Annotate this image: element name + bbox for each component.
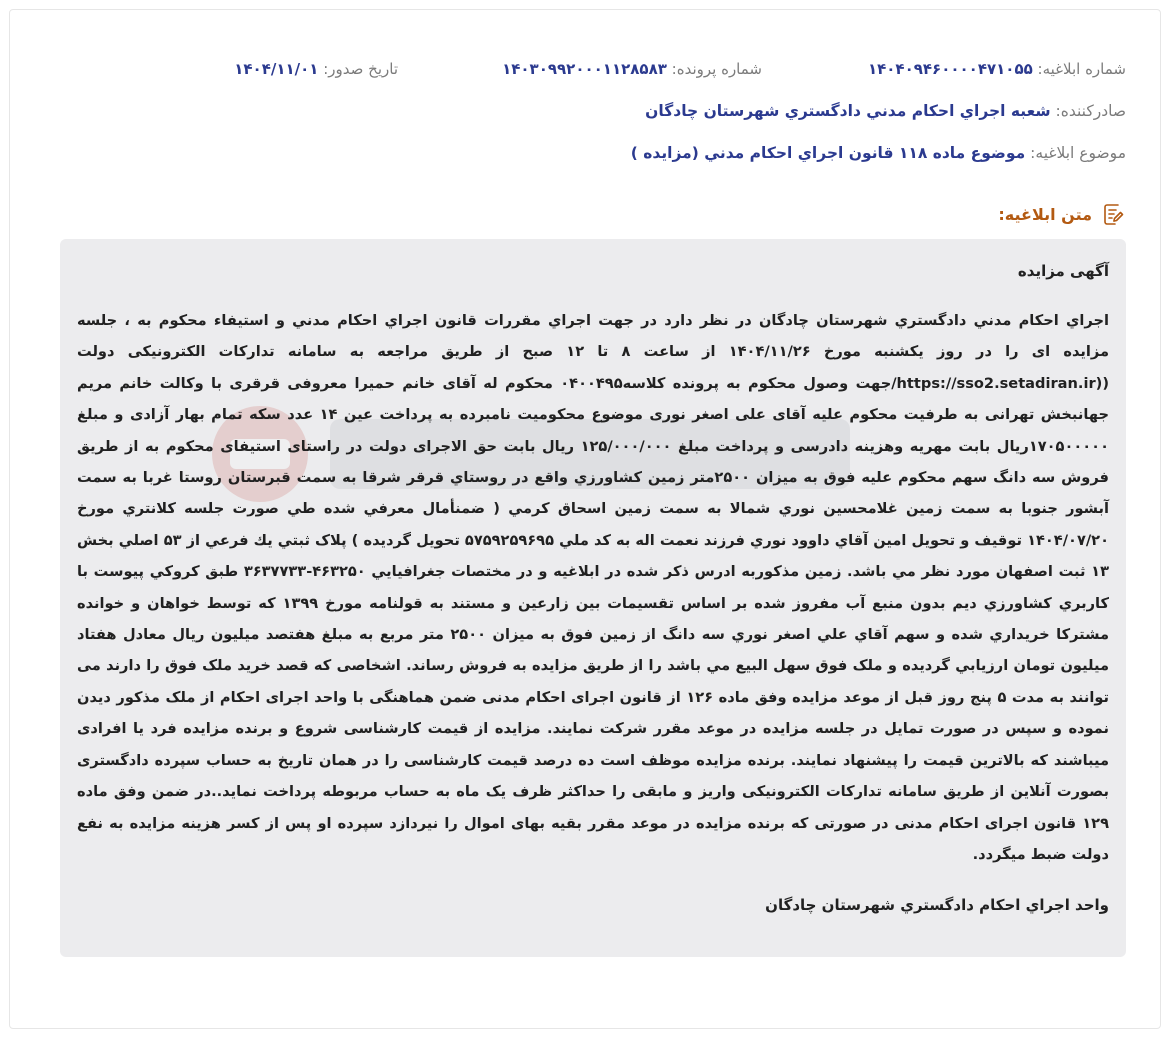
notice-number-field — [868, 56, 1126, 82]
ad-body-text: اجراي احكام مدني دادگستري شهرستان چادگان در نظر دارد در جهت اجراي مقررات قانون اجراي احكام مدني و استيفاء محكوم به ، جلسه مزايده ای را در روز يکشنبه مورخ ۱۴۰۴/۱۱/۲۶ از ساعت ۸ تا ۱۲ صبح از طريق مراجعه به سامانه تداركات الكترونيكی دولت ((https://sso2.setadiran.ir/جهت وصول محکوم به پرونده کلاسه۰۴۰۰۴۹۵ محکوم له آقای خانم حمیرا معروفی قرقری با وکالت خانم مریم جهانبخش تهرانی به طرفیت محکوم علیه آقای علی اصغر نوری موضوع محکومیت نامبرده به پرداخت عین ۱۴ عدد سکه تمام بهار آزادی و مبلغ ۱۷۰۵۰۰۰۰۰ریال بابت مهریه وهزینه دادرسی و پرداخت مبلغ ۱۲۵/۰۰۰/۰۰۰ ریال بابت حق الاجرای دولت در راستای استیفای محکوم به از طریق فروش سه دانگ سهم محکوم علیه فوق به میزان ۲۵۰۰متر زمين کشاورزي واقع در روستاي قرقر شرقا به سمت قبرستان روستا غربا به سمت آبشور جنوبا به سمت زمين غلامحسين نوري شمالا به سمت زمين اسحاق کرمي ( ضمنأمال معرفي شده طي صورت جلسه کلانتري مورخ ۱۴۰۴/۰۷/۲۰ توقيف و تحويل امين آقاي داوود نوري فرزند نعمت اله به کد ملي ۵۷۵۹۲۵۹۶۹۵ تحويل گرديده ) پلاک ثبتي يك فرعي از ۵۳ اصلي بخش ۱۳ ثبت اصفهان مورد نظر مي باشد. زمين مذکوربه ادرس ذکر شده در ابلاغيه و در مختصات جغرافيايي ۴۶۳۲۵۰-۳۶۳۷۷۳۳ طبق کروکي پيوست با کاربري کشاورزي ديم بدون منبع آب مفروز شده بر اساس تقسيمات بين زارعين و مستند به قولنامه مورخ ۱۳۹۹ که توسط خواهان و خوانده مشترکا خريداري شده و سهم آقاي علي اصغر نوري سه دانگ از زمين فوق به ميزان ۲۵۰۰ متر مربع به مبلغ هفتصد ميليون ريال معادل هفتاد ميليون تومان ارزيابي گرديده و ملک فوق سهل البيع مي باشد را از طريق مزايده به فروش رساند. اشخاصی كه قصد خريد ملک فوق را دارند می توانند به مدت ۵ پنج روز قبل از موعد مزايده وفق ماده ۱۲۶ از قانون اجرای احكام مدنی ضمن هماهنگی با واحد اجرای احكام از ملک مذكور ديدن نموده و سپس در صورت تمايل در جلسه مزايده در موعد مقرر شركت نمايند. مزايده از قيمت كارشناسی شروع و برنده مزايده فرد يا افرادی ميباشند كه بالاترين قيمت را پيشنهاد نمايند. برنده مزايده موظف است ده درصد قيمت كارشناسی را در همان تاريخ به حساب سپرده دادگستری بصورت آنلاين از طريق سامانه تداركات الكترونيكی واريز و مابقی را حداكثر ظرف يک ماه به حساب مربوطه پرداخت نمايد..در ضمن وفق ماده ۱۲۹ قانون اجرای احكام مدنی در صورتی كه برنده مزايده در موعد مقرر بقيه بهای اموال را نيردازد سپرده او پس از كسر هزينه مزايده به نفع دولت ضبط ميگردد. — [77, 312, 1110, 863]
notice-number-label: شماره ابلاغيه: — [1037, 60, 1126, 78]
issuer-value: شعبه اجراي احکام مدني دادگستري شهرستان چادگان — [645, 102, 1051, 120]
notice-number-value: ۱۴۰۴۰۹۴۶۰۰۰۰۴۷۱۰۵۵ — [867, 60, 1033, 78]
notice-content-box — [60, 239, 1126, 957]
issue-date-field — [234, 56, 398, 82]
ad-signature: واحد اجراي احكام دادگستري شهرستان چادگان — [765, 896, 1109, 915]
case-number-label: شماره پرونده: — [671, 60, 762, 78]
issuer-field — [645, 98, 1126, 124]
subject-label: موضوع ابلاغيه: — [1030, 144, 1126, 162]
issuer-label: صادرکننده: — [1055, 102, 1126, 120]
ad-title: آگهی مزایده — [1017, 262, 1109, 280]
issue-date-value: ۱۴۰۴/۱۱/۰۱ — [234, 60, 319, 78]
case-number-field — [502, 56, 762, 82]
issue-date-label: تاريخ صدور: — [323, 60, 398, 78]
case-number-value: ۱۴۰۳۰۹۹۲۰۰۰۱۱۲۸۵۸۳ — [502, 60, 667, 78]
subject-field — [631, 140, 1126, 166]
subject-value: موضوع ماده ۱۱۸ قانون اجراي احکام مدني (مزايده ) — [630, 144, 1026, 162]
notice-text-heading — [998, 200, 1126, 228]
document-edit-icon — [1100, 201, 1126, 227]
notice-text-heading-label: متن ابلاغيه: — [998, 204, 1092, 224]
